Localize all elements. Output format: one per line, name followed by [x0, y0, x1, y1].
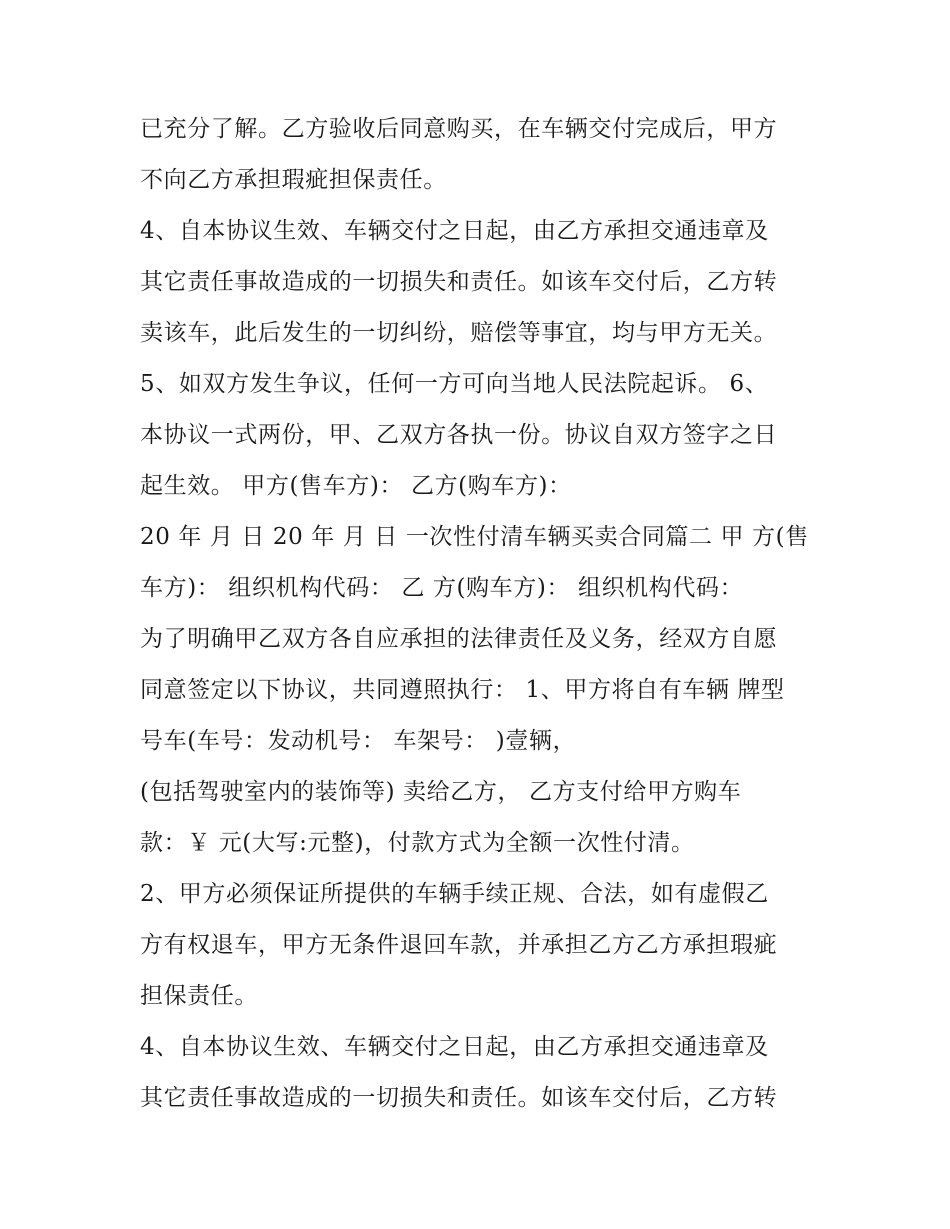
text-line-9: 20 年 月 日 20 年 月 日 一次性付清车辆买卖合同篇二 甲 方(售 [140, 524, 809, 550]
text-line-13: 号车(车号：发动机号： 车架号： )壹辆， [140, 728, 577, 754]
text-line-11: 为了明确甲乙双方各自应承担的法律责任及义务，经双方自愿 [140, 626, 778, 652]
document-body [140, 104, 830, 1124]
text-line-8: 起生效。 甲方(售车方)： 乙方(购车方)： [140, 473, 572, 499]
text-line-7: 本协议一式两份，甲、乙双方各执一份。协议自双方签字之日 [140, 422, 778, 448]
text-line-3: 4、自本协议生效、车辆交付之日起，由乙方承担交通违章及 [140, 218, 769, 244]
text-line-18: 担保责任。 [140, 983, 258, 1009]
text-line-2: 不向乙方承担瑕疵担保责任。 [140, 167, 447, 193]
text-line-20: 其它责任事故造成的一切损失和责任。如该车交付后，乙方转 [140, 1085, 778, 1111]
text-line-4: 其它责任事故造成的一切损失和责任。如该车交付后，乙方转 [140, 269, 778, 295]
text-line-14: (包括驾驶室内的装饰等) 卖给乙方， 乙方支付给甲方购车 [140, 779, 742, 805]
text-line-19: 4、自本协议生效、车辆交付之日起，由乙方承担交通违章及 [140, 1034, 769, 1060]
text-line-17: 方有权退车，甲方无条件退回车款，并承担乙方乙方承担瑕疵 [140, 932, 778, 958]
text-line-16: 2、甲方必须保证所提供的车辆手续正规、合法，如有虚假乙 [140, 881, 769, 907]
text-line-5: 卖该车，此后发生的一切纠纷，赔偿等事宜，均与甲方无关。 [140, 320, 778, 346]
text-line-6: 5、如双方发生争议，任何一方可向当地人民法院起诉。 6、 [140, 371, 769, 397]
text-line-15: 款：￥ 元(大写:元整)，付款方式为全额一次性付清。 [140, 830, 695, 856]
text-line-1: 已充分了解。乙方验收后同意购买，在车辆交付完成后，甲方 [140, 116, 778, 142]
text-line-12: 同意签定以下协议，共同遵照执行： 1、甲方将自有车辆 牌型 [140, 677, 785, 703]
text-line-10: 车方)： 组织机构代码： 乙 方(购车方)： 组织机构代码： [140, 575, 744, 601]
